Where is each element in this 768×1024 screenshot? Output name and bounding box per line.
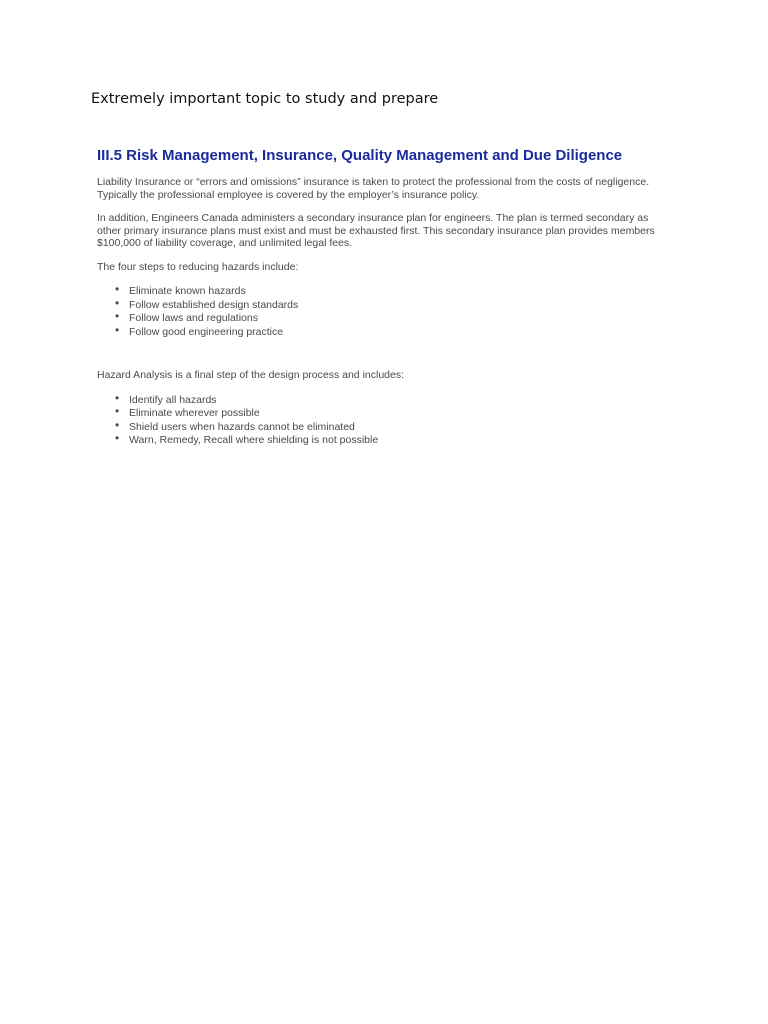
paragraph-secondary-insurance xyxy=(97,212,697,250)
list-item-text: Warn, Remedy, Recall where shielding is not possible xyxy=(129,434,379,446)
list-item-text: Eliminate known hazards xyxy=(129,285,246,297)
list-item xyxy=(115,295,697,313)
list-item-text: Identify all hazards xyxy=(129,393,217,406)
bullet-icon: • xyxy=(115,404,120,418)
list-item-text: Eliminate wherever possible xyxy=(129,407,260,419)
paragraph-line: other primary insurance plans must exist and must be exhausted first. This secondary insurance plan provides members xyxy=(97,224,655,237)
steps-lead-text: The four steps to reducing hazards include: xyxy=(97,260,299,273)
section-heading: III.5 Risk Management, Insurance, Quality Management and Due Diligence xyxy=(97,147,623,164)
bullet-icon: • xyxy=(115,431,120,445)
list-item-text: Follow laws and regulations xyxy=(129,312,258,324)
bullet-icon: • xyxy=(115,417,120,432)
paragraph-line: $100,000 of liability coverage, and unlimited legal fees. xyxy=(97,237,353,249)
analysis-list xyxy=(97,390,697,448)
bullet-icon: • xyxy=(115,295,120,310)
steps-list xyxy=(97,282,697,339)
list-item xyxy=(115,404,697,421)
intro-text: Extremely important topic to study and prepare xyxy=(91,91,439,107)
paragraph-line: In addition, Engineers Canada administers a secondary insurance plan for engineers. The plan is termed secondary as xyxy=(97,212,649,224)
paragraph-line: Liability Insurance or “errors and omissions” insurance is taken to protect the professional from the costs of negligence. xyxy=(97,176,650,188)
list-item xyxy=(115,431,697,448)
list-item xyxy=(115,322,697,340)
list-item xyxy=(115,417,697,435)
list-item xyxy=(115,282,697,299)
paragraph-liability xyxy=(97,176,697,201)
list-item xyxy=(115,309,697,326)
list-item xyxy=(115,390,697,408)
bullet-icon: • xyxy=(115,322,120,337)
bullet-icon: • xyxy=(115,390,120,405)
list-item-text: Follow established design standards xyxy=(129,298,299,311)
list-item-text: Follow good engineering practice xyxy=(129,325,284,338)
paragraph-line: Typically the professional employee is covered by the employer’s insurance policy. xyxy=(97,188,480,201)
bullet-icon: • xyxy=(115,309,120,323)
analysis-lead-text: Hazard Analysis is a final step of the design process and includes: xyxy=(97,369,405,381)
excerpt-image-block xyxy=(97,146,697,448)
spacer xyxy=(97,339,697,361)
list-item-text: Shield users when hazards cannot be eliminated xyxy=(129,420,355,433)
bullet-icon: • xyxy=(115,282,120,296)
